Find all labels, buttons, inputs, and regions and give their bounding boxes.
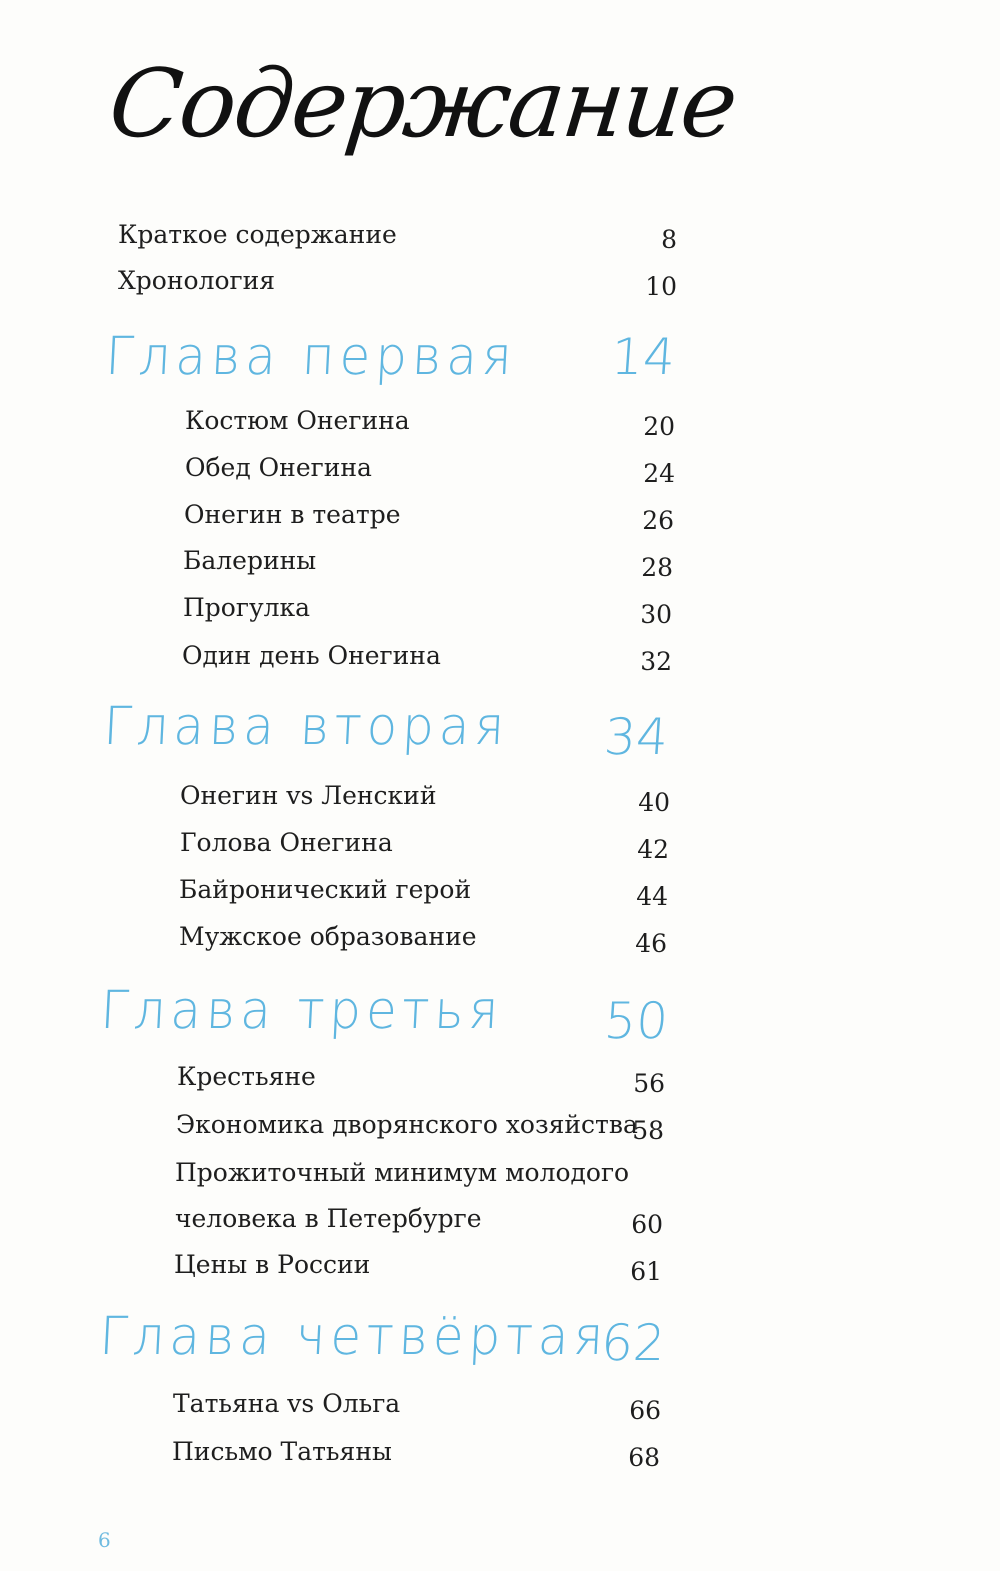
toc-entry[interactable]: Мужское образование: [179, 922, 477, 951]
toc-page-summary: 8: [661, 225, 677, 254]
chapter-page-1: 14: [609, 328, 678, 386]
toc-entry[interactable]: Цены в России: [174, 1250, 371, 1279]
toc-entry[interactable]: Один день Онегина: [182, 641, 441, 670]
toc-entry[interactable]: Прожиточный минимум молодого: [175, 1158, 630, 1187]
toc-entry[interactable]: Прогулка: [183, 593, 311, 622]
chapter-heading-3[interactable]: Глава третья: [99, 979, 505, 1041]
toc-entry[interactable]: Костюм Онегина: [185, 406, 410, 435]
page-number: 6: [98, 1528, 111, 1552]
toc-entry[interactable]: Балерины: [183, 546, 317, 575]
toc-entry-summary[interactable]: Краткое содержание: [118, 220, 397, 249]
toc-page: 24: [643, 459, 675, 488]
chapter-heading-2[interactable]: Глава вторая: [102, 695, 511, 757]
toc-page: 44: [636, 882, 668, 911]
toc-page: 56: [633, 1069, 665, 1098]
toc-entry[interactable]: Онегин в театре: [184, 500, 401, 529]
toc-page: 32: [640, 647, 672, 676]
toc-page: 58: [632, 1116, 664, 1145]
toc-page: 42: [637, 835, 669, 864]
toc-entry[interactable]: Экономика дворянского хозяйства: [176, 1110, 638, 1139]
toc-page: 46: [635, 929, 667, 958]
toc-page: 20: [643, 412, 675, 441]
toc-page: 66: [629, 1396, 661, 1425]
toc-page: 30: [640, 600, 672, 629]
toc-page: 28: [641, 553, 673, 582]
chapter-page-4: 62: [599, 1314, 668, 1372]
toc-entry[interactable]: человека в Петербурге: [175, 1204, 482, 1233]
chapter-page-3: 50: [602, 992, 671, 1050]
toc-entry[interactable]: Татьяна vs Ольга: [173, 1389, 401, 1418]
toc-page: 60: [631, 1210, 663, 1239]
toc-entry[interactable]: Письмо Татьяны: [172, 1437, 392, 1466]
toc-entry[interactable]: Голова Онегина: [180, 828, 393, 857]
toc-entry[interactable]: Байронический герой: [179, 875, 472, 904]
toc-page: 68: [628, 1443, 660, 1472]
chapter-page-2: 34: [602, 708, 671, 766]
toc-entry[interactable]: Онегин vs Ленский: [180, 781, 437, 810]
chapter-heading-1[interactable]: Глава первая: [104, 325, 519, 387]
page-title: Содержание: [104, 50, 741, 159]
toc-entry[interactable]: Обед Онегина: [185, 453, 372, 482]
toc-entry-chronology[interactable]: Хронология: [118, 266, 276, 295]
chapter-heading-4[interactable]: Глава четвёртая: [98, 1305, 610, 1367]
toc-page: 61: [630, 1257, 662, 1286]
toc-entry[interactable]: Крестьяне: [177, 1062, 316, 1091]
toc-page: 26: [642, 506, 674, 535]
toc-page-chronology: 10: [645, 272, 677, 301]
toc-page: 40: [638, 788, 670, 817]
